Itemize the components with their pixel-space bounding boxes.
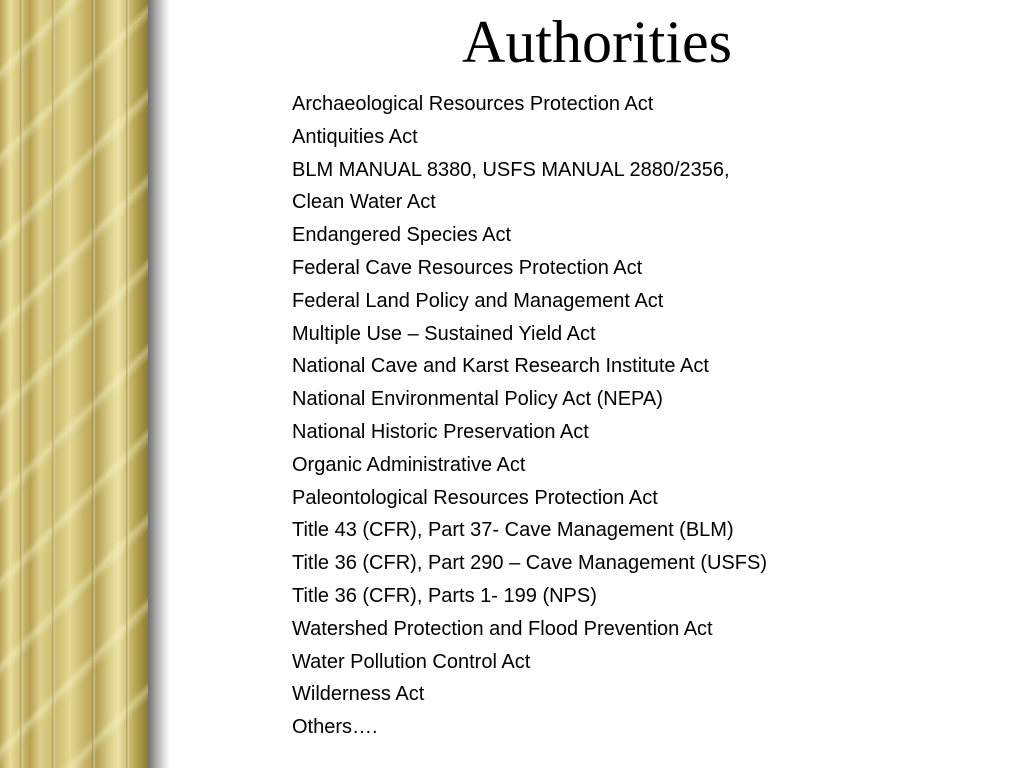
list-item: Endangered Species Act <box>292 224 512 247</box>
list-item: Wilderness Act <box>292 683 425 706</box>
list-item: Organic Administrative Act <box>292 453 526 476</box>
slide-title: Authorities <box>462 9 732 75</box>
list-item: Archaeological Resources Protection Act <box>292 93 654 115</box>
list-item: National Historic Preservation Act <box>292 420 589 443</box>
authorities-list <box>292 88 767 744</box>
list-item: Clean Water Act <box>292 191 436 214</box>
gold-pillar-decoration <box>0 0 148 768</box>
list-item: Others…. <box>292 716 378 739</box>
pillar-groove <box>92 0 95 768</box>
list-item: Water Pollution Control Act <box>292 650 531 673</box>
pillar-groove <box>52 0 55 768</box>
list-item: Federal Land Policy and Management Act <box>292 289 664 312</box>
list-item: Paleontological Resources Protection Act <box>292 486 658 509</box>
list-item: Antiquities Act <box>292 125 418 148</box>
list-item: Title 43 (CFR), Part 37- Cave Management (BLM) <box>292 519 734 542</box>
list-item: Watershed Protection and Flood Prevention Act <box>292 617 713 640</box>
list-item: Federal Cave Resources Protection Act <box>292 256 643 279</box>
list-item: BLM MANUAL 8380, USFS MANUAL 2880/2356, <box>292 158 730 181</box>
pillar-groove <box>20 0 23 768</box>
list-item: Title 36 (CFR), Parts 1- 199 (NPS) <box>292 584 597 607</box>
pillar-groove <box>126 0 129 768</box>
list-item: Title 36 (CFR), Part 290 – Cave Management (USFS) <box>292 552 767 575</box>
list-item: Multiple Use – Sustained Yield Act <box>292 322 596 345</box>
list-item: National Environmental Policy Act (NEPA) <box>292 388 663 411</box>
pillar-shadow <box>148 0 170 768</box>
list-item: National Cave and Karst Research Institute Act <box>292 355 709 378</box>
